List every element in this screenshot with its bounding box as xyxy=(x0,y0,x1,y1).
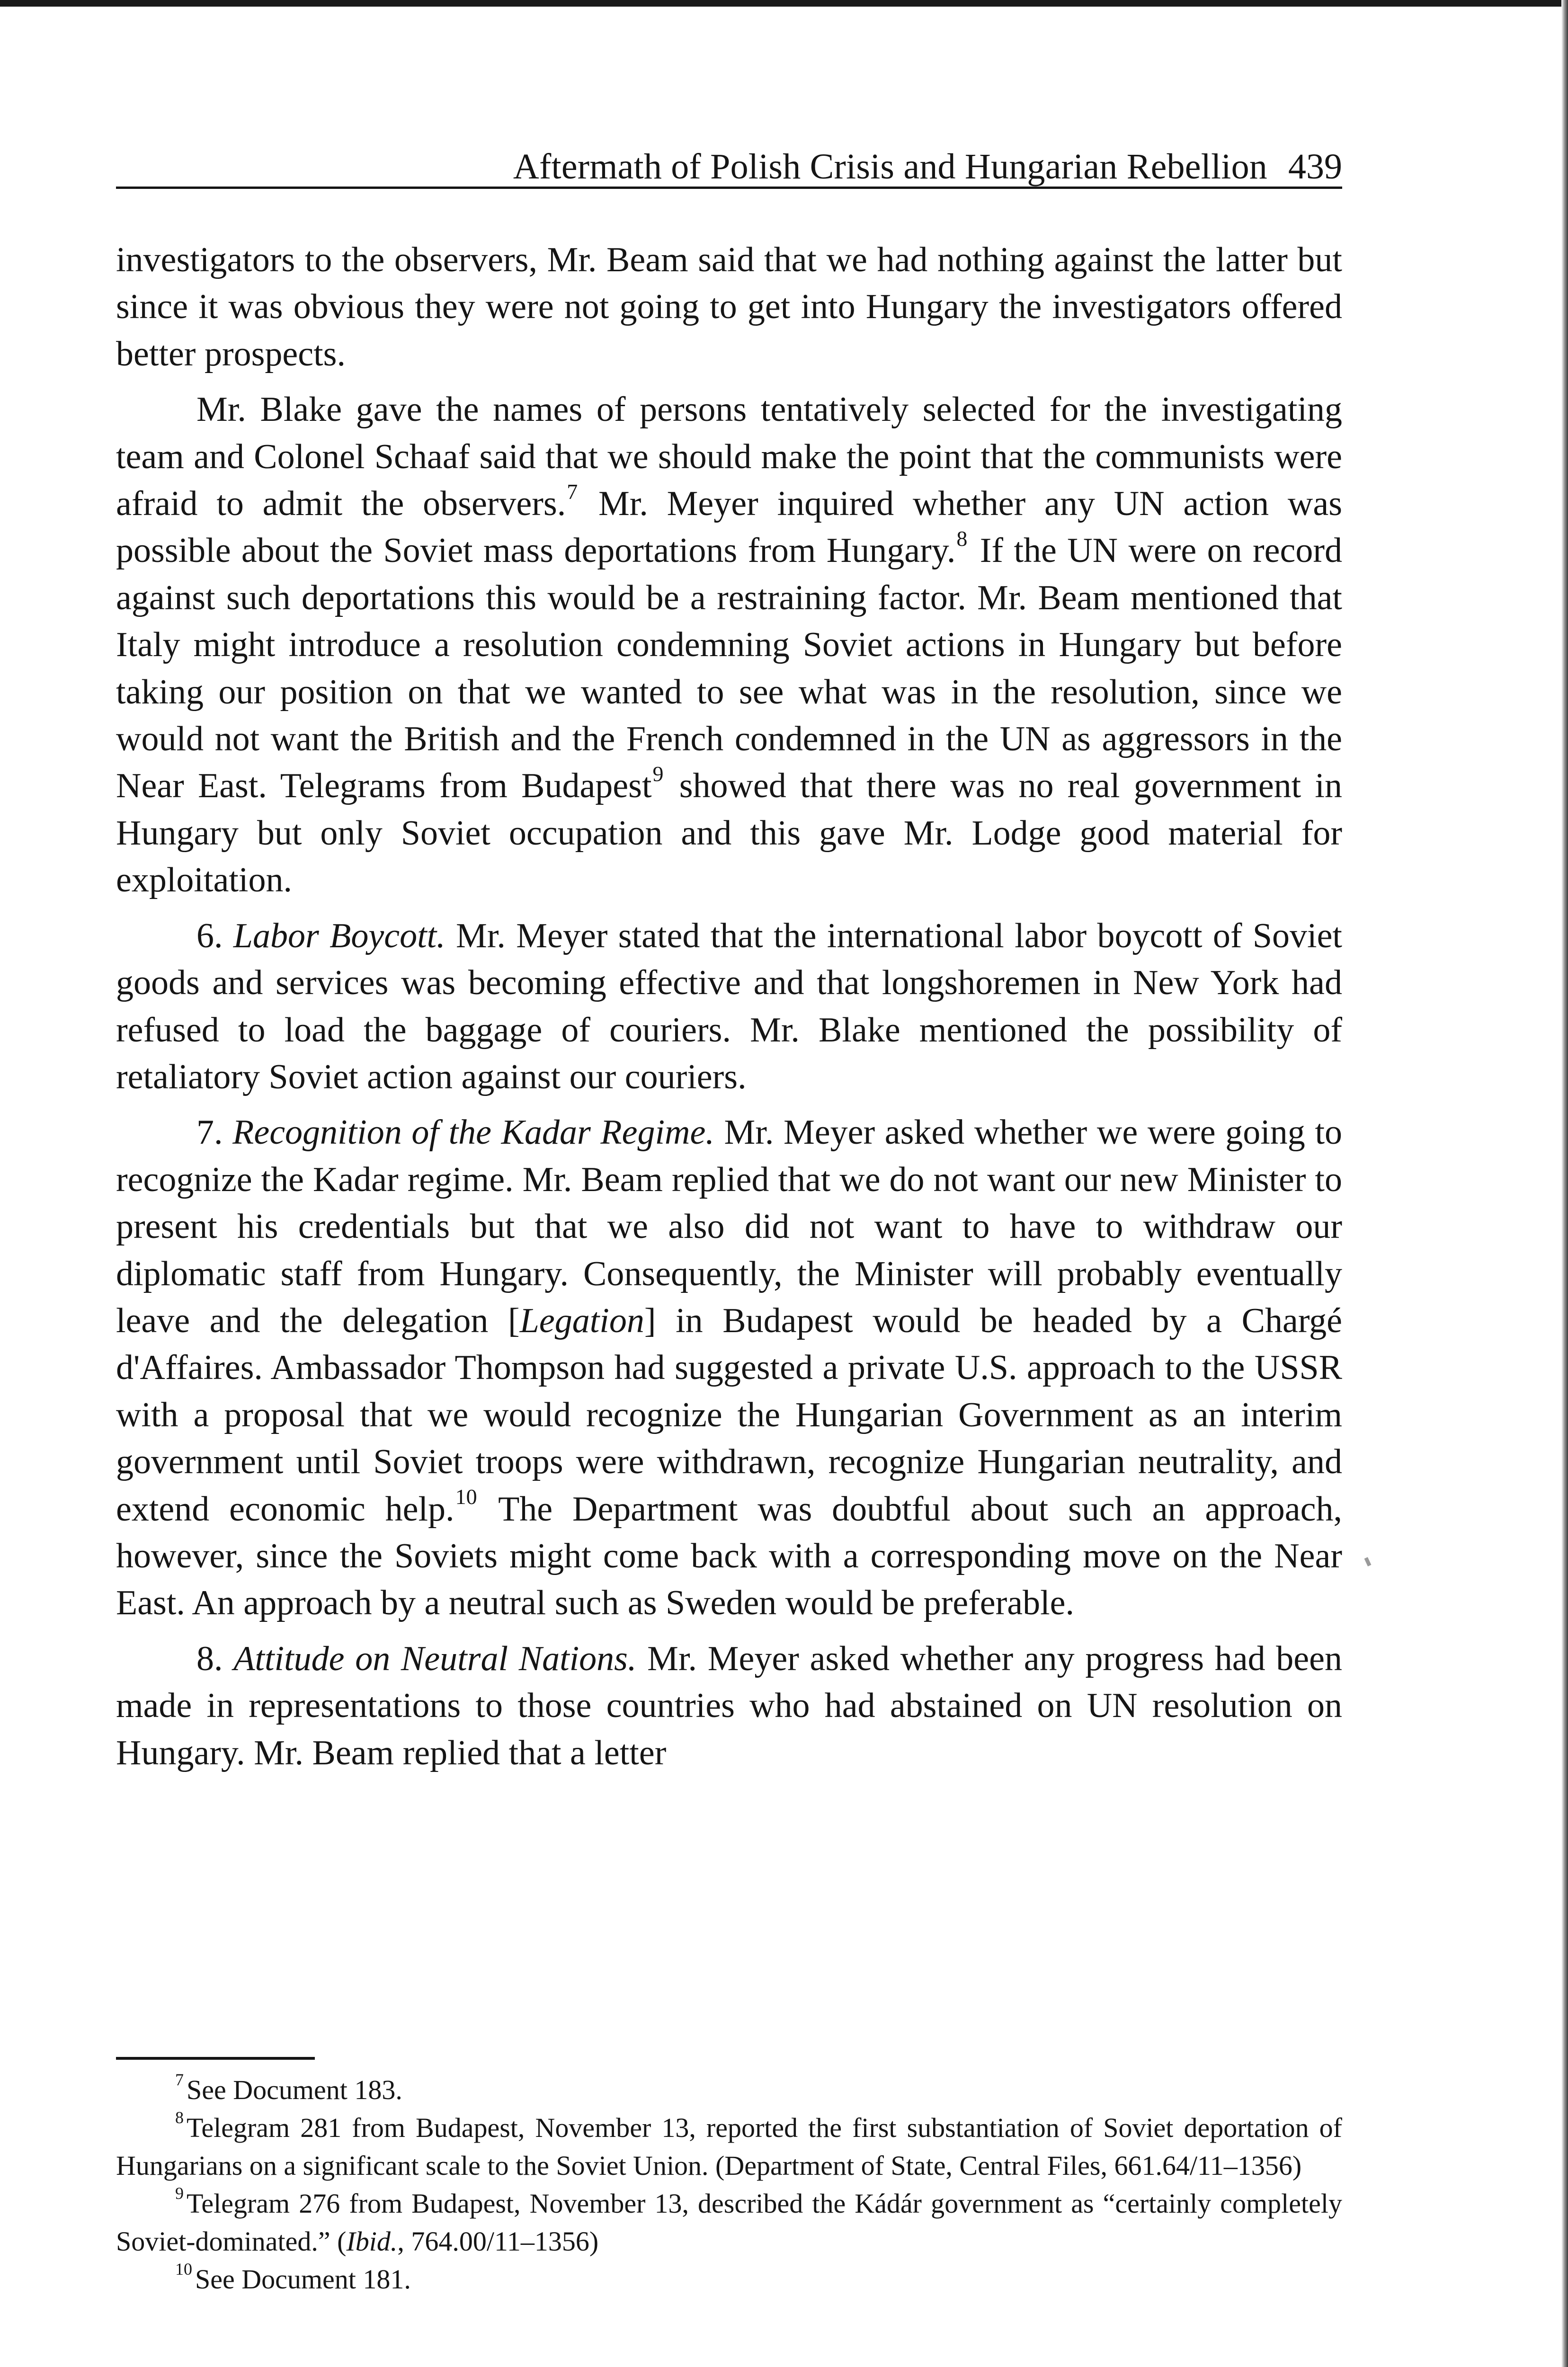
footnote-text: Telegram 281 from Budapest, November 13, reported the first substantiation of Soviet deportation of Hungarians on a significant scale to the Soviet Union. (Department of State, Central Files, 661.64/11–1356) xyxy=(116,2112,1342,2181)
footnote-7 xyxy=(116,2071,1342,2109)
footnote-number: 7 xyxy=(175,2070,184,2090)
footnote-number: 9 xyxy=(175,2184,184,2203)
section-labor-boycott xyxy=(116,913,1342,1101)
section-number: 6. xyxy=(196,916,233,955)
paragraph-text: Mr. Meyer asked whether we were going to recognize the Kadar regime. Mr. Beam replied that we do not want our new Minister to present his credentials but that we also did not want to have to withdraw our diplomatic staff from Hungary. Consequently, the Minister will probably eventually leave and the delegation [ xyxy=(116,1113,1343,1340)
footnote-8 xyxy=(116,2109,1342,2185)
paragraph-text: showed that there was no real government in Hungary but only Soviet occupation and this gave Mr. Lodge good material for exploitation. xyxy=(116,766,1342,900)
footnote-text: See Document 181. xyxy=(195,2264,411,2295)
section-heading: Attitude on Neutral Nations. xyxy=(233,1639,637,1678)
paragraph-text: If the UN were on record against such deportations this would be a restraining factor. Mr. Beam mentioned that Italy might introduce a resolution condemning Soviet actions in Hungary but before taking our position on that we wanted to see what was in the resolution, since we would not want the British and the French condemned in the UN as aggressors in the Near East. Telegrams from Budapest xyxy=(116,531,1342,806)
paragraph-continuation xyxy=(116,237,1342,378)
section-recognition-kadar xyxy=(116,1109,1342,1627)
section-heading: Recognition of the Kadar Regime. xyxy=(232,1113,714,1152)
section-number: 7. xyxy=(196,1113,233,1152)
paragraph-text: Mr. Meyer stated that the international labor boycott of Soviet goods and services was becoming effective and that longshoremen in New York had refused to load the baggage of couriers. Mr. Blake mentioned the possibility of retaliatory Soviet action against our couriers. xyxy=(116,916,1342,1096)
section-heading: Labor Boycott. xyxy=(233,916,445,955)
paragraph-text: Mr. Meyer asked whether any progress had been made in representations to those countries who had abstained on UN resolution on Hungary. Mr. Beam replied that a letter xyxy=(116,1639,1342,1772)
footnote-text: Telegram 276 from Budapest, November 13, described the Kádár government as “certainly completely Soviet-dominated.” ( xyxy=(116,2188,1342,2257)
footnote-text: See Document 183. xyxy=(187,2074,402,2105)
section-number: 8. xyxy=(196,1639,234,1678)
footnote-ref-8: 8 xyxy=(956,526,968,551)
editorial-insertion: Legation xyxy=(519,1301,644,1340)
scan-right-edge xyxy=(1561,0,1568,2367)
footnote-ibid: Ibid. xyxy=(346,2226,398,2257)
footnote-10 xyxy=(116,2260,1342,2298)
paragraph-blake-names xyxy=(116,386,1342,904)
paragraph-text: ] in Budapest would be headed by a Chargé d'Affaires. Ambassador Thompson had suggested a private U.S. approach to the USSR with a proposal that we would recognize the Hungarian Government as an interim government until Soviet troops were withdrawn, recognize Hungarian neutrality, and extend economic help. xyxy=(116,1301,1343,1529)
running-head xyxy=(513,149,1342,185)
margin-mark xyxy=(1364,1557,1372,1566)
footnote-number: 10 xyxy=(175,2260,192,2279)
paragraph-text: Mr. Meyer inquired whether any UN action was possible about the Soviet mass deportations from Hungary. xyxy=(116,484,1343,570)
footnote-ref-7: 7 xyxy=(567,479,578,504)
section-neutral-nations xyxy=(116,1636,1342,1777)
footnote-ref-10: 10 xyxy=(455,1485,477,1509)
footnotes xyxy=(116,2071,1342,2298)
scan-top-edge xyxy=(0,0,1568,7)
footnote-number: 8 xyxy=(175,2108,184,2127)
paragraph-text: The Department was doubtful about such an approach, however, since the Soviets might come back with a corresponding move on the Near East. An approach by a neutral such as Sweden would be preferable. xyxy=(116,1489,1342,1623)
footnote-rule xyxy=(116,2057,315,2060)
paragraph-text: Mr. Blake gave the names of persons tentatively selected for the investigating team and Colonel Schaaf said that we should make the point that the communists were afraid to admit the observers. xyxy=(116,390,1342,524)
page-header xyxy=(116,132,1342,189)
body-text xyxy=(116,237,1342,1777)
footnote-9 xyxy=(116,2185,1342,2260)
paragraph-text: investigators to the observers, Mr. Beam said that we had nothing against the latter but since it was obvious they were not going to get into Hungary the investigators offered better prospects. xyxy=(116,240,1342,374)
page-number: 439 xyxy=(1288,147,1342,187)
footnote-text: , 764.00/11–1356) xyxy=(397,2226,599,2257)
footnote-ref-9: 9 xyxy=(652,761,664,786)
running-title: Aftermath of Polish Crisis and Hungarian Rebellion xyxy=(513,147,1267,187)
